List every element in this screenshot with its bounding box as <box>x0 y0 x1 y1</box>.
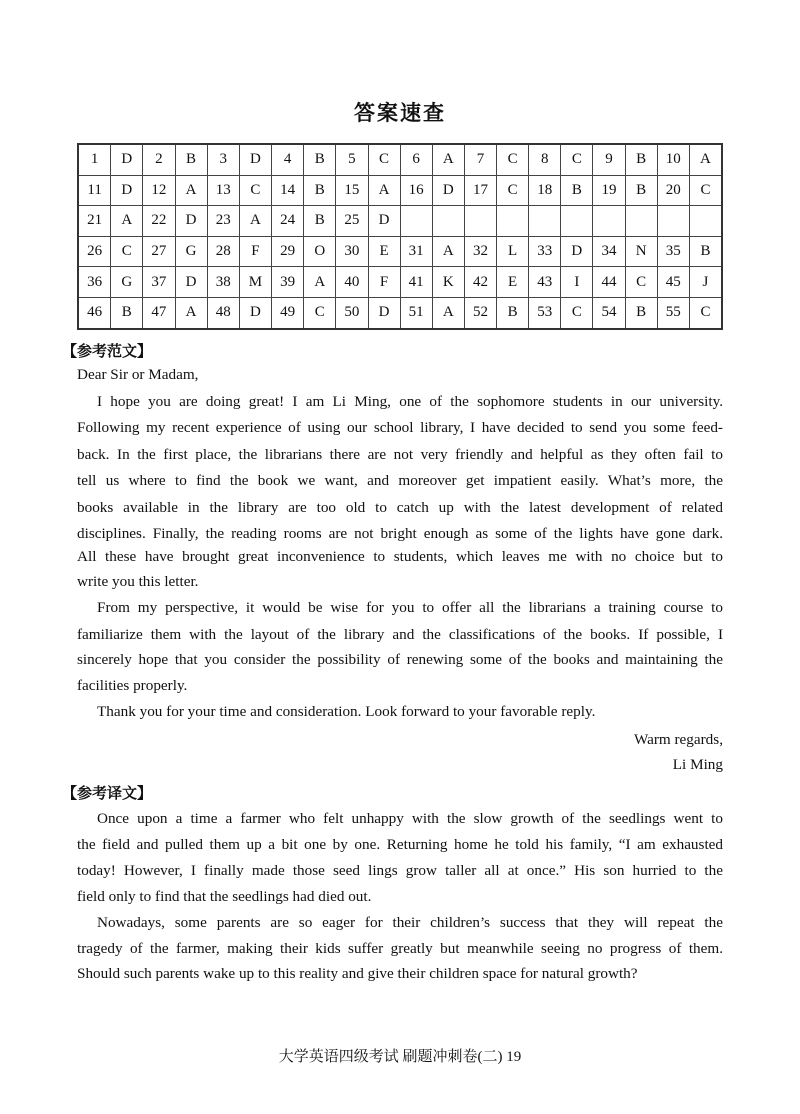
essay-line: back. In the first place, the librarians there are not very friendly and helpful as they often fail to <box>77 446 723 463</box>
answer-cell: A <box>239 206 271 237</box>
answer-row <box>78 267 722 298</box>
answer-cell: F <box>239 236 271 267</box>
question-number-cell: 25 <box>336 206 368 237</box>
question-number-cell: 45 <box>657 267 689 298</box>
answer-cell: I <box>561 267 593 298</box>
question-number-cell: 54 <box>593 297 625 328</box>
translation-line: tragedy of the farmer, making their kids suffer greatly but meanwhile seeing no progress of them. <box>77 940 723 957</box>
question-number-cell: 8 <box>529 144 561 175</box>
question-number-cell: 29 <box>271 236 303 267</box>
question-number-cell: 9 <box>593 144 625 175</box>
essay-line: All these have brought great inconvenience to students, which leaves me with no choice but to <box>77 548 723 565</box>
answer-cell <box>625 206 657 237</box>
essay-line: Thank you for your time and consideration. Look forward to your favorable reply. <box>97 703 596 720</box>
question-number-cell: 13 <box>207 175 239 206</box>
question-number-cell: 55 <box>657 297 689 328</box>
translation-line: Should such parents wake up to this reality and give their children space for natural growth? <box>77 965 638 982</box>
question-number-cell: 7 <box>464 144 496 175</box>
answer-cell: B <box>561 175 593 206</box>
question-number-cell: 27 <box>143 236 175 267</box>
question-number-cell <box>464 206 496 237</box>
answer-row <box>78 236 722 267</box>
question-number-cell: 36 <box>78 267 111 298</box>
answer-cell: D <box>561 236 593 267</box>
question-number-cell: 41 <box>400 267 432 298</box>
answer-cell: A <box>175 175 207 206</box>
answer-cell: D <box>239 144 271 175</box>
question-number-cell: 50 <box>336 297 368 328</box>
translation-line: today! However, I finally made those seed lings grow taller all at once.” His son hurried to the <box>77 862 723 879</box>
essay-line: From my perspective, it would be wise for you to offer all the librarians a training course to <box>97 599 723 616</box>
answer-row <box>78 175 722 206</box>
answer-cell: B <box>689 236 722 267</box>
answer-cell: D <box>175 206 207 237</box>
answer-cell: G <box>175 236 207 267</box>
answer-cell: B <box>304 144 336 175</box>
answer-row <box>78 144 722 175</box>
essay-line: familiarize them with the layout of the library and the classifications of the books. If possible, I <box>77 626 723 643</box>
essay-line: write you this letter. <box>77 573 199 590</box>
answer-cell: D <box>432 175 464 206</box>
question-number-cell <box>593 206 625 237</box>
answer-row <box>78 297 722 328</box>
answer-table <box>77 143 723 330</box>
answer-cell: B <box>111 297 143 328</box>
question-number-cell: 17 <box>464 175 496 206</box>
answer-cell: C <box>689 175 722 206</box>
question-number-cell: 31 <box>400 236 432 267</box>
question-number-cell: 21 <box>78 206 111 237</box>
question-number-cell: 34 <box>593 236 625 267</box>
answer-cell: A <box>175 297 207 328</box>
question-number-cell: 2 <box>143 144 175 175</box>
answer-cell: D <box>111 144 143 175</box>
question-number-cell: 23 <box>207 206 239 237</box>
answer-cell: C <box>239 175 271 206</box>
answer-cell: O <box>304 236 336 267</box>
answer-cell: J <box>689 267 722 298</box>
question-number-cell: 40 <box>336 267 368 298</box>
answer-cell: A <box>304 267 336 298</box>
answer-cell <box>561 206 593 237</box>
question-number-cell: 14 <box>271 175 303 206</box>
question-number-cell: 44 <box>593 267 625 298</box>
question-number-cell: 35 <box>657 236 689 267</box>
answer-row <box>78 206 722 237</box>
closing: Warm regards, <box>633 731 723 748</box>
translation-line: field only to find that the seedlings had died out. <box>77 888 372 905</box>
answer-cell: B <box>625 297 657 328</box>
answer-cell <box>432 206 464 237</box>
answer-cell: A <box>689 144 722 175</box>
answer-cell: A <box>368 175 400 206</box>
question-number-cell: 16 <box>400 175 432 206</box>
question-number-cell: 48 <box>207 297 239 328</box>
answer-cell: D <box>239 297 271 328</box>
question-number-cell: 11 <box>78 175 111 206</box>
question-number-cell: 52 <box>464 297 496 328</box>
answer-cell: C <box>561 297 593 328</box>
answer-cell: D <box>368 297 400 328</box>
question-number-cell: 39 <box>271 267 303 298</box>
essay-line: Following my recent experience of using our school library, I have decided to send you some feed- <box>77 419 723 436</box>
question-number-cell: 49 <box>271 297 303 328</box>
page-title: 答案速查 <box>354 101 446 125</box>
question-number-cell: 1 <box>78 144 111 175</box>
answer-cell: B <box>625 175 657 206</box>
signature: Li Ming <box>672 756 723 773</box>
question-number-cell <box>529 206 561 237</box>
translation-line: Nowadays, some parents are so eager for their children’s success that they will repeat the <box>97 914 723 931</box>
essay-line: facilities properly. <box>77 677 188 694</box>
essay-line: disciplines. Finally, the reading rooms are not bright enough as some of the lights have gone dark. <box>77 525 723 542</box>
question-number-cell <box>400 206 432 237</box>
question-number-cell: 28 <box>207 236 239 267</box>
question-number-cell: 5 <box>336 144 368 175</box>
question-number-cell: 26 <box>78 236 111 267</box>
question-number-cell: 10 <box>657 144 689 175</box>
question-number-cell: 6 <box>400 144 432 175</box>
answer-cell <box>497 206 529 237</box>
question-number-cell: 33 <box>529 236 561 267</box>
answer-cell: C <box>497 144 529 175</box>
question-number-cell: 15 <box>336 175 368 206</box>
question-number-cell: 24 <box>271 206 303 237</box>
question-number-cell: 51 <box>400 297 432 328</box>
question-number-cell: 4 <box>271 144 303 175</box>
answer-cell: C <box>304 297 336 328</box>
answer-cell: G <box>111 267 143 298</box>
question-number-cell: 22 <box>143 206 175 237</box>
question-number-cell: 20 <box>657 175 689 206</box>
answer-cell: C <box>497 175 529 206</box>
essay-line: tell us where to find the book we want, and moreover get impatient easily. What’s more, the <box>77 472 723 489</box>
answer-cell: N <box>625 236 657 267</box>
question-number-cell: 43 <box>529 267 561 298</box>
answer-cell: B <box>304 206 336 237</box>
answer-cell: C <box>689 297 722 328</box>
answer-cell: D <box>368 206 400 237</box>
translation-heading: 【参考译文】 <box>62 784 153 802</box>
answer-cell: B <box>304 175 336 206</box>
question-number-cell: 42 <box>464 267 496 298</box>
answer-cell: M <box>239 267 271 298</box>
question-number-cell: 53 <box>529 297 561 328</box>
answer-cell: F <box>368 267 400 298</box>
essay-line: books available in the library are too old to catch up with the latest development of related <box>77 499 723 516</box>
salutation: Dear Sir or Madam, <box>77 366 199 383</box>
question-number-cell <box>657 206 689 237</box>
question-number-cell: 38 <box>207 267 239 298</box>
question-number-cell: 37 <box>143 267 175 298</box>
answer-cell: C <box>368 144 400 175</box>
question-number-cell: 12 <box>143 175 175 206</box>
question-number-cell: 30 <box>336 236 368 267</box>
question-number-cell: 18 <box>529 175 561 206</box>
answer-cell: B <box>175 144 207 175</box>
answer-cell: D <box>111 175 143 206</box>
question-number-cell: 32 <box>464 236 496 267</box>
translation-line: Once upon a time a farmer who felt unhappy with the slow growth of the seedlings went to <box>97 810 723 827</box>
answer-cell: A <box>111 206 143 237</box>
answer-cell: E <box>368 236 400 267</box>
essay-heading: 【参考范文】 <box>62 342 153 360</box>
essay-line: sincerely hope that you consider the possibility of renewing some of the books and maintaining the <box>77 651 723 668</box>
question-number-cell: 19 <box>593 175 625 206</box>
question-number-cell: 47 <box>143 297 175 328</box>
answer-cell: L <box>497 236 529 267</box>
answer-cell: C <box>111 236 143 267</box>
question-number-cell: 3 <box>207 144 239 175</box>
question-number-cell: 46 <box>78 297 111 328</box>
answer-cell: B <box>497 297 529 328</box>
answer-cell: E <box>497 267 529 298</box>
answer-cell: K <box>432 267 464 298</box>
answer-cell: B <box>625 144 657 175</box>
answer-cell <box>689 206 722 237</box>
answer-cell: C <box>561 144 593 175</box>
translation-line: the field and pulled them up a bit one by one. Returning home he told his family, “I am exhausted <box>77 836 723 853</box>
essay-line: I hope you are doing great! I am Li Ming, one of the sophomore students in our university. <box>97 393 723 410</box>
page-footer: 大学英语四级考试 刷题冲刺卷(二) 19 <box>278 1049 522 1065</box>
answer-cell: A <box>432 297 464 328</box>
answer-cell: A <box>432 144 464 175</box>
answer-cell: C <box>625 267 657 298</box>
answer-cell: A <box>432 236 464 267</box>
answer-cell: D <box>175 267 207 298</box>
